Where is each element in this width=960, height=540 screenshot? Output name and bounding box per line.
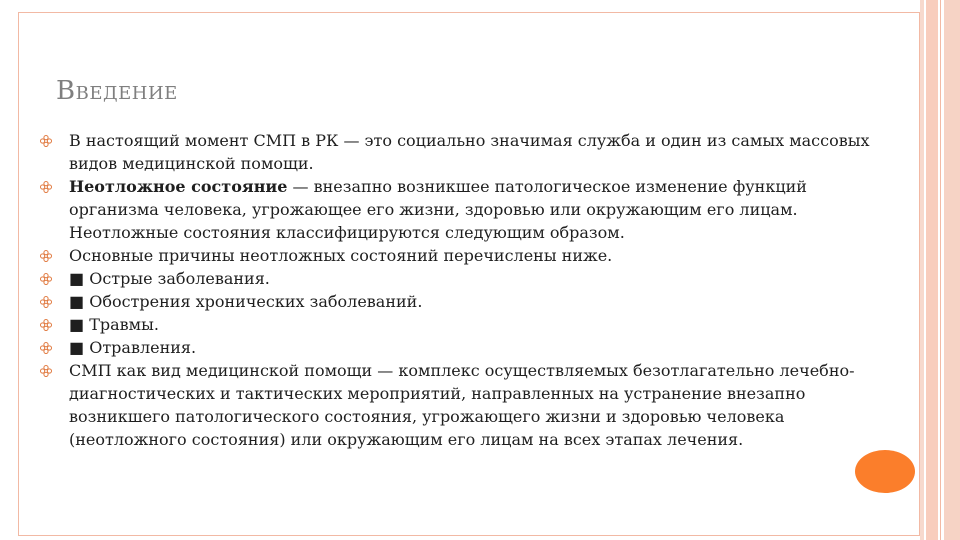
four-circle-bullet-icon <box>40 181 52 193</box>
item-text: ■ Отравления. <box>69 338 197 357</box>
item-bold-term: Неотложное состояние <box>69 177 288 196</box>
item-text: В настоящий момент СМП в РК — это социально значимая служба и один из самых массовых видов медицинской помощи. <box>69 131 870 173</box>
list-item <box>40 244 882 267</box>
four-circle-bullet-icon <box>40 135 52 147</box>
four-circle-bullet-icon <box>40 342 52 354</box>
accent-circle <box>855 450 915 493</box>
list-item <box>40 129 882 175</box>
item-text: — внезапно возникшее патологическое изменение функций организма человека, угрожающее его жизни, здоровью или окружающим его лицам. Неотложные состояния классифицируются следующим образом. <box>69 177 807 242</box>
slide-title: Введение <box>56 76 178 106</box>
item-text: СМП как вид медицинской помощи — комплекс осуществляемых безотлагательно лечебно-диагностических и тактических мероприятий, направленных на устранение внезапно возникшего патологического состояния, угрожающего жизни и здоровью человека (неотложного состояния) или окружающим его лицам на всех этапах лечения. <box>69 361 855 449</box>
item-text: ■ Острые заболевания. <box>69 269 270 288</box>
four-circle-bullet-icon <box>40 273 52 285</box>
list-item <box>40 313 882 336</box>
bullet-list <box>40 129 882 451</box>
item-text: Основные причины неотложных состояний перечислены ниже. <box>69 246 613 265</box>
four-circle-bullet-icon <box>40 319 52 331</box>
list-item <box>40 267 882 290</box>
four-circle-bullet-icon <box>40 296 52 308</box>
four-circle-bullet-icon <box>40 365 52 377</box>
decorative-stripes <box>920 0 960 540</box>
list-item <box>40 359 882 451</box>
list-item <box>40 336 882 359</box>
item-text: ■ Травмы. <box>69 315 159 334</box>
item-text: ■ Обострения хронических заболеваний. <box>69 292 423 311</box>
list-item <box>40 175 882 244</box>
four-circle-bullet-icon <box>40 250 52 262</box>
list-item <box>40 290 882 313</box>
